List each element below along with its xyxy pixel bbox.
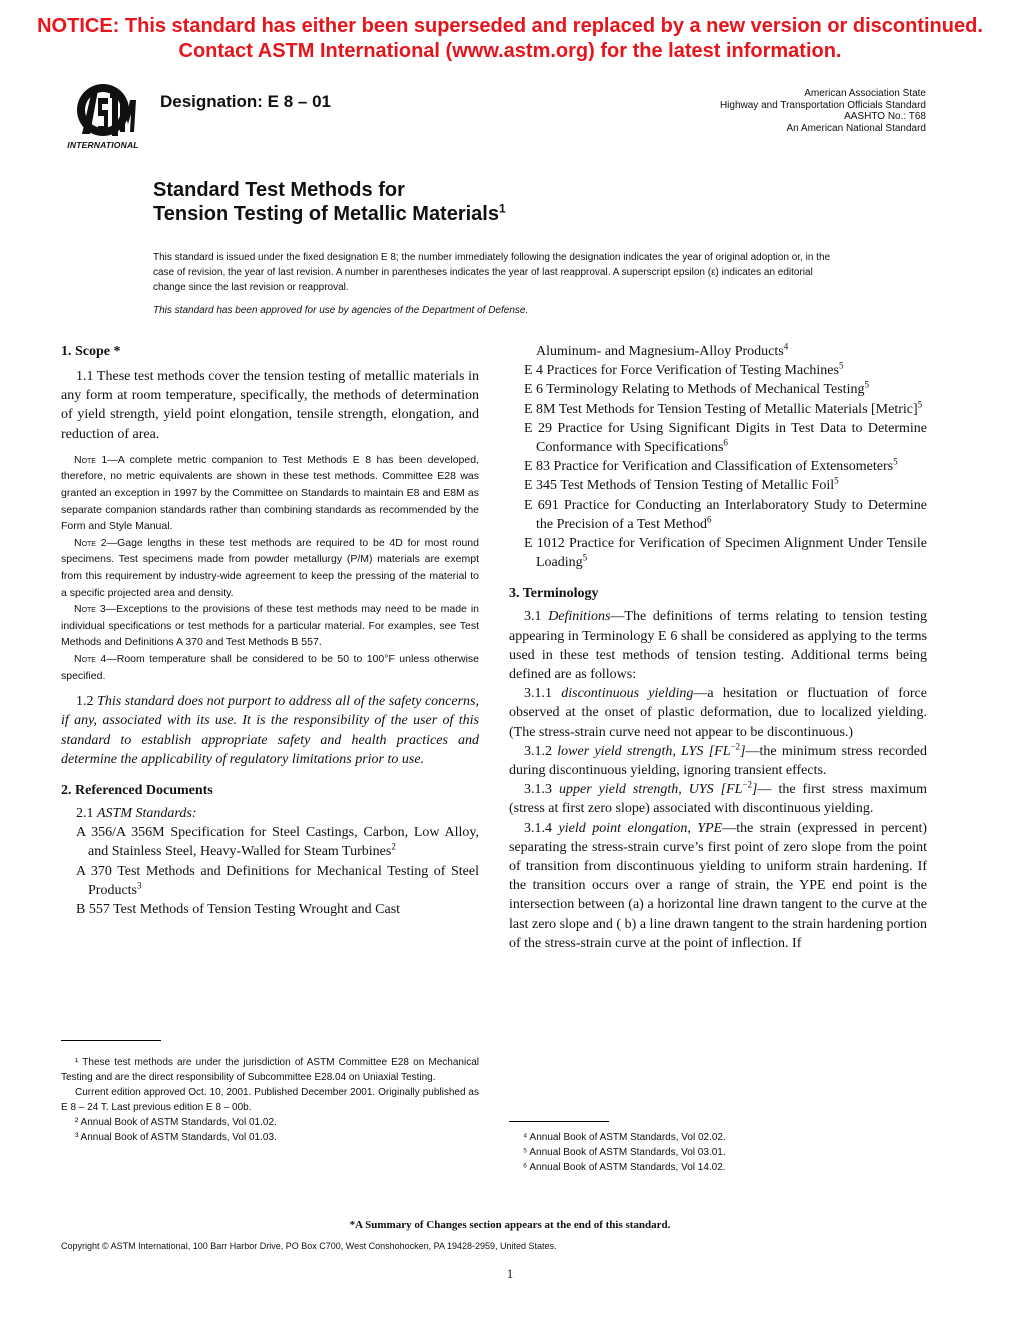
footnotes-left xyxy=(61,1055,479,1145)
footnote-rule-right xyxy=(509,1121,609,1122)
copyright-line: Copyright © ASTM International, 100 Barr Harbor Drive, PO Box C700, West Conshohocken, PA 19428-2959, United States. xyxy=(61,1241,557,1251)
section-heading-scope: 1. Scope * xyxy=(61,344,121,359)
reference-item: E 8M Test Methods for Tension Testing of Metallic Materials [Metric]$^5$ xyxy=(524,398,923,417)
reference-item: A 356/A 356M Specification for Steel Castings, Carbon, Low Alloy, and Stainless Steel, Heavy-Walled for Steam Turbines$^2$ xyxy=(76,825,479,860)
footnote: Current edition approved Oct. 10, 2001. Published December 2001. Originally published as E 8 – 24 T. Last previous edition E 8 – 00b. xyxy=(61,1087,479,1113)
reference-item: E 691 Practice for Conducting an Interlaboratory Study to Determine the Precision of a Test Method$^6$ xyxy=(524,497,927,532)
title-line-1: Standard Test Methods for xyxy=(153,179,405,201)
page-number: 1 xyxy=(506,1266,514,1281)
note-4: Note 4—Room temperature shall be considered to be 50 to 100°F unless otherwise specified. xyxy=(61,652,479,682)
reference-item: E 345 Test Methods of Tension Testing of Metallic Foil$^5$ xyxy=(524,475,839,494)
reference-item: E 4 Practices for Force Verification of Testing Machines$^5$ xyxy=(524,360,844,379)
left-column xyxy=(61,342,479,919)
paragraph-1-2: 1.2 This standard does not purport to address all of the safety concerns, if any, associated with its use. It is the responsibility of the user of this standard to establish appropriate safety and health practices and determine the applicability of regulatory limitations prior to use. xyxy=(61,694,479,767)
reference-item: E 29 Practice for Using Significant Digits in Test Data to Determine Conformance with Specifications$^6$ xyxy=(524,420,927,456)
section-heading-referenced-documents: 2. Referenced Documents xyxy=(61,782,213,798)
superseded-notice xyxy=(0,14,1020,64)
aashto-line: AASHTO No.: T68 xyxy=(844,111,926,122)
footnotes-right xyxy=(509,1130,927,1175)
note-3: Note 3—Exceptions to the provisions of these test methods may need to be made in individual specifications or test methods for a particular material. For examples, see Test Methods and Definitions A 370 and Test Methods B 557. xyxy=(61,603,479,649)
aashto-line: An American National Standard xyxy=(786,122,926,134)
title-footnote-ref: 1 xyxy=(499,201,506,216)
notice-line-1: NOTICE: This standard has either been superseded and replaced by a new version or discontinued. xyxy=(37,15,983,37)
footnote: ³ Annual Book of ASTM Standards, Vol 01.03. xyxy=(75,1132,277,1143)
footnote: ¹ These test methods are under the jurisdiction of ASTM Committee E28 on Mechanical Testing and are the direct responsibility of Subcommittee E28.04 on Uniaxial Testing. xyxy=(61,1057,479,1083)
logo-wordmark: INTERNATIONAL xyxy=(67,140,139,150)
footnote: ⁴ Annual Book of ASTM Standards, Vol 02.02. xyxy=(523,1132,726,1143)
paragraph-2-1: 2.1 ASTM Standards: xyxy=(76,805,197,821)
dod-approval: This standard has been approved for use by agencies of the Department of Defense. xyxy=(153,305,529,316)
paragraph-3-1-1: 3.1.1 discontinuous yielding—a hesitation or fluctuation of force observed at the onset of plastic deformation, due to localized yielding. (The stress-strain curve need not appear to be discontinuous.) xyxy=(509,686,927,740)
paragraph-3-1-3: 3.1.3 upper yield strength, UYS $[FL^{-2}]—$ the first stress maximum (stress at first zero slope) associated with discontinuous yielding. xyxy=(509,779,927,817)
note-2: Note 2—Gage lengths in these test methods are required to be 4D for most round specimens. Test specimens made from powder metallurgy (P/M) materials are exempt from this requirement by industry-wide agreement to keep the pressing of the material to a specific projected area and density. xyxy=(61,536,479,599)
paragraph-1-1: 1.1 These test methods cover the tension testing of metallic materials in any form at room temperature, specifically, the methods of determination of yield strength, yield point elongation, tensile strength, elongation, and reduction of area. xyxy=(61,369,479,442)
reference-item: E 6 Terminology Relating to Methods of Mechanical Testing$^5$ xyxy=(524,379,869,398)
note-1: Note 1—A complete metric companion to Test Methods E 8 has been developed, therefore, no metric equivalents are shown in these test methods. Committee E28 was granted an exception in 1997 by the Committee on Standards to maintain E8 and E8M as separate companion standards rather than combining standards as recommended by the Form and Style Manual. xyxy=(61,453,479,533)
footnote: ⁶ Annual Book of ASTM Standards, Vol 14.02. xyxy=(523,1162,726,1173)
reference-item: B 557 Test Methods of Tension Testing Wrought and Cast xyxy=(76,901,401,917)
document-title xyxy=(153,178,506,226)
aashto-block xyxy=(720,88,926,134)
footnote: ⁵ Annual Book of ASTM Standards, Vol 03.01. xyxy=(523,1147,726,1158)
reference-item: E 83 Practice for Verification and Classification of Extensometers$^5$ xyxy=(524,456,898,475)
aashto-line: Highway and Transportation Officials Standard xyxy=(719,99,926,111)
reference-item: E 1012 Practice for Verification of Specimen Alignment Under Tensile Loading$^5$ xyxy=(524,536,927,571)
paragraph-3-1-4: 3.1.4 yield point elongation, YPE—the strain (expressed in percent) separating the stress-strain curve’s first point of zero slope from the point of transition from discontinuous yielding to uniform strain hardening. If the transition occurs over a range of strain, the YPE end point is the intersection between (a) a horizontal line drawn tangent to the curve at the last zero slope and ( b) a line drawn tangent to the strain hardening portion of the stress-strain curve at the point of inflection. If xyxy=(509,820,928,951)
section-heading-terminology: 3. Terminology xyxy=(509,586,599,602)
aashto-line: American Association State xyxy=(804,88,926,99)
paragraph-3-1-2: 3.1.2 lower yield strength, LYS $[FL^{-2}]—the$ minimum stress recorded during discontinuous yielding, ignoring transient effects. xyxy=(509,741,927,779)
title-text: Tension Testing of Metallic Materials xyxy=(153,203,499,225)
reference-item-continued: Aluminum- and Magnesium-Alloy Products$^4$ xyxy=(536,341,789,359)
paragraph-3-1: 3.1 Definitions—The definitions of terms relating to tension testing appearing in Terminology E 6 shall be considered as applying to the terms used in these test methods of tension testing. Additional terms being defined are as follows: xyxy=(509,609,928,683)
footnote-rule-left xyxy=(61,1040,161,1041)
summary-of-changes-note: *A Summary of Changes section appears at the end of this standard. xyxy=(349,1219,671,1231)
notice-line-2: Contact ASTM International (www.astm.org) for the latest information. xyxy=(178,40,842,62)
right-column xyxy=(509,342,927,953)
issuance-statement: This standard is issued under the fixed designation E 8; the number immediately following the designation indicates the year of original adoption or, in the case of revision, the year of last revision. A number in parentheses indicates the year of last reapproval. A superscript epsilon (ε) indicates an editorial change since the last revision or reapproval. xyxy=(153,252,831,293)
designation: Designation: E 8 – 01 xyxy=(160,92,331,111)
reference-item: A 370 Test Methods and Definitions for Mechanical Testing of Steel Products$^3$ xyxy=(76,863,479,898)
title-line-2 xyxy=(153,202,506,226)
footnote: ² Annual Book of ASTM Standards, Vol 01.02. xyxy=(75,1117,277,1128)
